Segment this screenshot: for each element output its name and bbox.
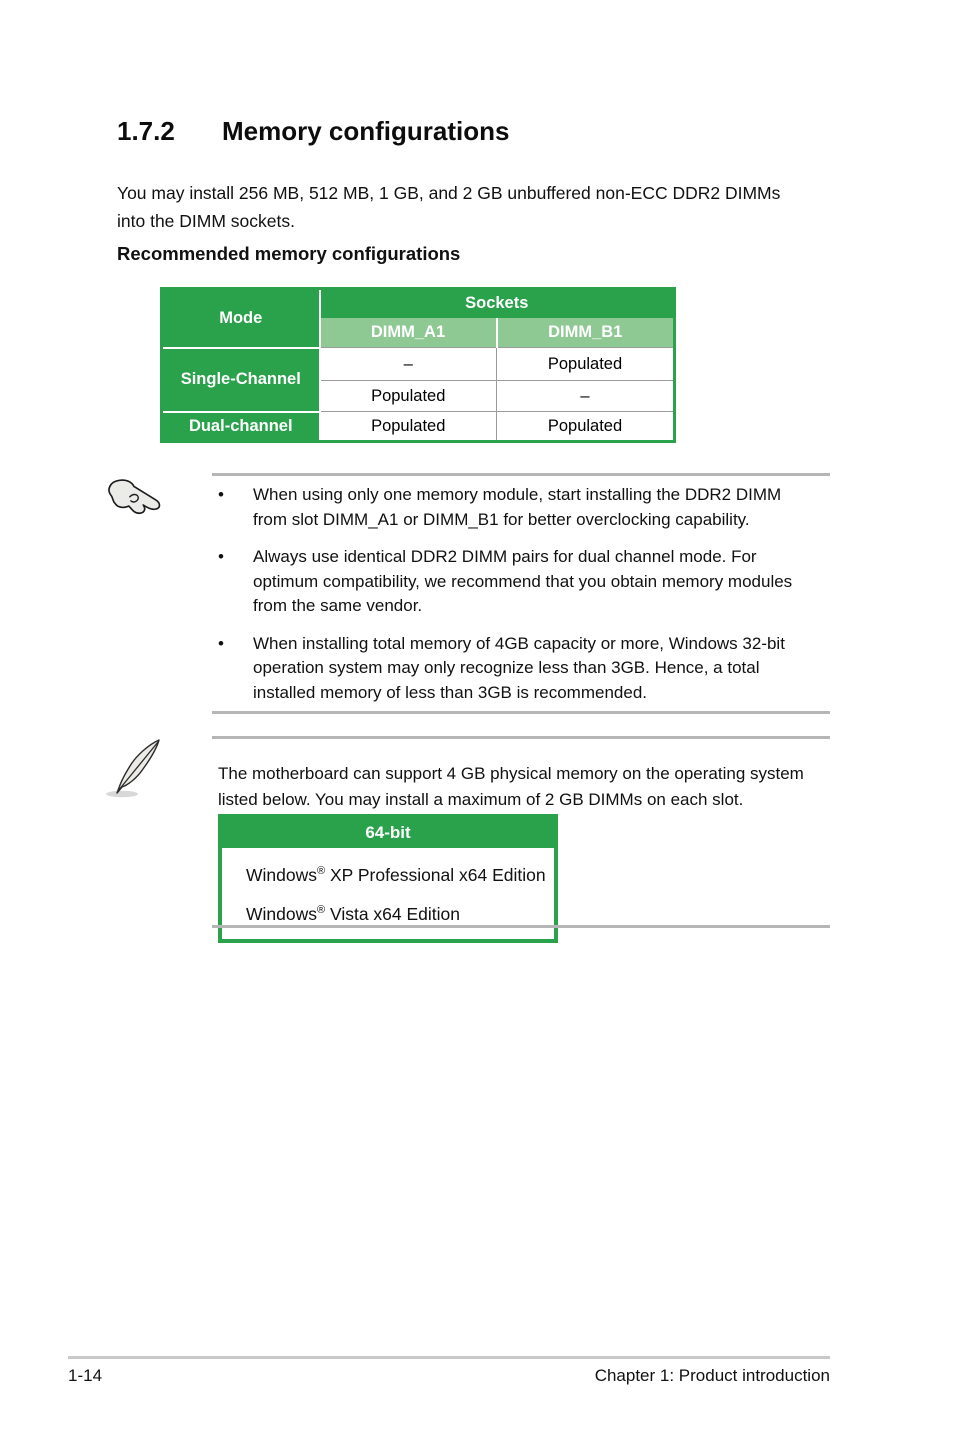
footer: [68, 1366, 830, 1386]
bullet-item: [218, 483, 828, 532]
chapter-title: Chapter 1: Product introduction: [594, 1366, 830, 1385]
bullet-text: When installing total memory of 4GB capacity or more, Windows 32-bit operation system may only recognize less than 3GB. Hence, a total installed memory of less than 3GB is recommended.: [253, 633, 785, 702]
section-heading: [117, 116, 509, 147]
pointing-hand-icon: [101, 476, 169, 539]
single-channel-label-cell: Single-Channel: [162, 348, 320, 412]
footer-rule: [68, 1356, 830, 1359]
dimm-a1-header-cell: DIMM_A1: [320, 318, 497, 348]
mode-header-cell: Mode: [162, 289, 320, 348]
bullet-marker: •: [218, 547, 224, 566]
intro-paragraph: You may install 256 MB, 512 MB, 1 GB, and 2 GB unbuffered non-ECC DDR2 DIMMs into the DIMM sockets.: [117, 182, 781, 231]
sockets-header-cell: Sockets: [320, 289, 675, 318]
table-cell: Populated: [497, 348, 675, 381]
note-info-text: The motherboard can support 4 GB physical memory on the operating system listed below. You may install a maximum of 2 GB DIMMs on each slot.: [218, 764, 804, 809]
registered-mark: ®: [317, 903, 326, 916]
os-name: Vista x64 Edition: [325, 903, 461, 924]
bullet-list: [218, 483, 828, 718]
note-rule: [212, 925, 830, 928]
dual-channel-label-cell: Dual-channel: [162, 412, 320, 442]
windows-xp-row: [246, 858, 554, 888]
section-number: 1.7.2: [117, 116, 175, 146]
memory-config-table: [160, 287, 676, 443]
bullet-marker: •: [218, 485, 224, 504]
table-cell: Populated: [320, 412, 497, 442]
page-number: 1-14: [68, 1366, 103, 1385]
os-brand: Windows: [246, 903, 317, 924]
note-rule: [212, 711, 830, 714]
registered-mark: ®: [317, 865, 326, 877]
dimm-b1-header-cell: DIMM_B1: [497, 318, 675, 348]
table-cell: Populated: [320, 381, 497, 412]
os-brand: Windows: [246, 864, 317, 885]
note-rule: [212, 736, 830, 739]
bullet-text: Always use identical DDR2 DIMM pairs for dual channel mode. For optimum compatibility, we recommend that you obtain memory modules from the same vendor.: [253, 547, 793, 615]
os-support-table: [218, 814, 558, 943]
os-table-header: 64-bit: [222, 818, 554, 848]
windows-vista-row: [246, 897, 554, 927]
bullet-marker: •: [218, 633, 224, 653]
os-name: XP Professional x64 Edition: [325, 864, 546, 885]
bullet-text: When using only one memory module, start installing the DDR2 DIMM from slot DIMM_A1 or DIMM_B1 for better overclocking capability.: [253, 485, 782, 529]
subheading: Recommended memory configurations: [117, 243, 461, 264]
table-cell: –: [497, 381, 675, 412]
bullet-item: [218, 545, 828, 619]
table-cell: –: [320, 348, 497, 381]
table-cell: Populated: [497, 412, 675, 442]
quill-icon: [105, 737, 167, 806]
note-rule: [212, 473, 830, 476]
bullet-item: [218, 632, 828, 706]
section-title: Memory configurations: [222, 116, 510, 146]
